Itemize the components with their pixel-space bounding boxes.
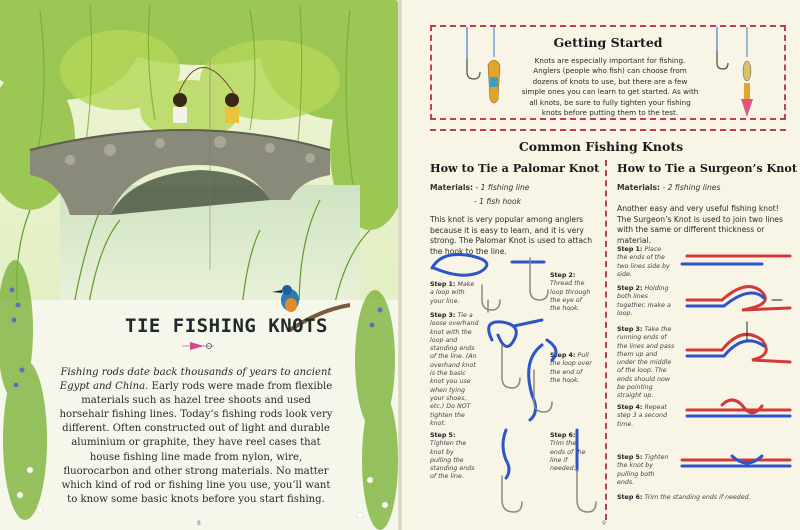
step-text: Holding both lines together, make a loop. — [617, 285, 671, 317]
step-label: Step 1: — [430, 281, 456, 288]
step-text: Tie a loose overhand knot with the loop and standing ends of the line. (An overhand knot is the basic knot you use when tying your shoes, etc.) Do NOT tighten the knot. — [430, 312, 479, 427]
step-label: Step 2: — [617, 285, 643, 292]
palomar-step-4-diagram — [529, 340, 556, 420]
getting-started-title: Getting Started — [553, 35, 663, 50]
surgeon-step-1-diagram — [682, 256, 790, 264]
step-label: Step 2: — [550, 272, 576, 279]
step-text: Pull the loop over the end of the hook. — [550, 352, 592, 384]
materials-label: Materials: — [617, 183, 661, 192]
common-knots-title: Common Fishing Knots — [518, 139, 684, 154]
right-page — [402, 0, 800, 530]
palomar-step-5-diagram — [502, 430, 522, 512]
step-label: Step 4: — [617, 404, 643, 411]
step-label: Step 5: — [617, 454, 643, 461]
palomar-step-2-diagram — [482, 258, 548, 312]
palomar-description: This knot is very popular among anglers because it is easy to learn, and it is very strong. The Palomar Knot is used to attach the hook to the line. — [430, 215, 593, 256]
step-text: Take the running ends of the lines and pass them up and under the middle of the loop. The ends should now be pointing straight up. — [617, 326, 675, 400]
title-panel — [125, 315, 328, 337]
intro-body-text: Early rods were made from flexible materials such as hazel tree shoots and used horsehair fishing lines. Today’s fishing rods look very different. Often constructed out of light and durable aluminium or graphite, they have reel cases that house fishing line made from nylon, wire, fluorocarbon and other strong materials. No matter which kind of rod or fishing line you use, you’ll want to know some basic knots before you start fishing. — [59, 381, 333, 505]
step-text: Place the ends of the two lines side by side. — [617, 246, 670, 278]
surgeon-step-5-diagram — [682, 456, 790, 466]
step-label: Step 3: — [617, 326, 643, 333]
step-label: Step 1: — [617, 246, 643, 253]
material-item: - 1 fish hook — [474, 197, 521, 206]
step-text: Tighten the knot by pulling both ends. — [617, 454, 669, 486]
step-label: Step 3: — [430, 312, 456, 319]
intro-italic-text: Fishing rods date back thousands of years to ancient Egypt and China. — [59, 367, 332, 393]
step-label: Step 6: — [617, 494, 643, 501]
step-label: Step 4: — [550, 352, 576, 359]
palomar-step-6-diagram — [577, 430, 596, 512]
step-text: Repeat step 3 a second time. — [617, 404, 667, 428]
step-text: Thread the loop through the eye of the hook. — [550, 280, 591, 313]
surgeon-description: Another easy and very useful fishing knot! The Surgeon’s Knot is used to join two lines with the same or different thickness or material. — [617, 204, 783, 245]
palomar-step-1-diagram — [432, 255, 487, 276]
surgeon-step-2-diagram — [687, 287, 790, 310]
material-item: - 1 fishing line — [475, 183, 530, 192]
step-text: Tighten the knot by pulling the standing ends of the line. — [430, 440, 475, 481]
materials-label: Materials: — [430, 183, 474, 192]
material-item: - 2 fishing lines — [662, 183, 721, 192]
intro-paragraph — [58, 366, 334, 507]
knot-diagrams — [402, 0, 800, 530]
step-text: Trim the standing ends if needed. — [644, 494, 751, 501]
palomar-heading: How to Tie a Palomar Knot — [430, 161, 600, 175]
step-label: Step 6: — [550, 432, 576, 439]
step-text: Make a loop with your line. — [430, 281, 475, 305]
surgeon-step-4-diagram — [687, 400, 790, 416]
left-page — [0, 0, 398, 530]
page-number-right: 9 — [602, 520, 606, 527]
surgeon-step-3-diagram — [687, 322, 790, 362]
page-number-left: 8 — [197, 520, 201, 527]
getting-started-text: Knots are especially important for fishing. Anglers (people who fish) can choose from dozens of knots to use, but there are a few simple ones you can learn to get started. As with all knots, be sure to fully tighten your fishing knots before putting them to the test. — [521, 56, 699, 118]
step-label: Step 5: — [430, 432, 456, 439]
step-text: Trim the ends of the line if needed. — [550, 440, 586, 473]
surgeon-heading: How to Tie a Surgeon’s Knot — [617, 161, 798, 175]
page-title: TIE FISHING KNOTS — [125, 315, 328, 337]
